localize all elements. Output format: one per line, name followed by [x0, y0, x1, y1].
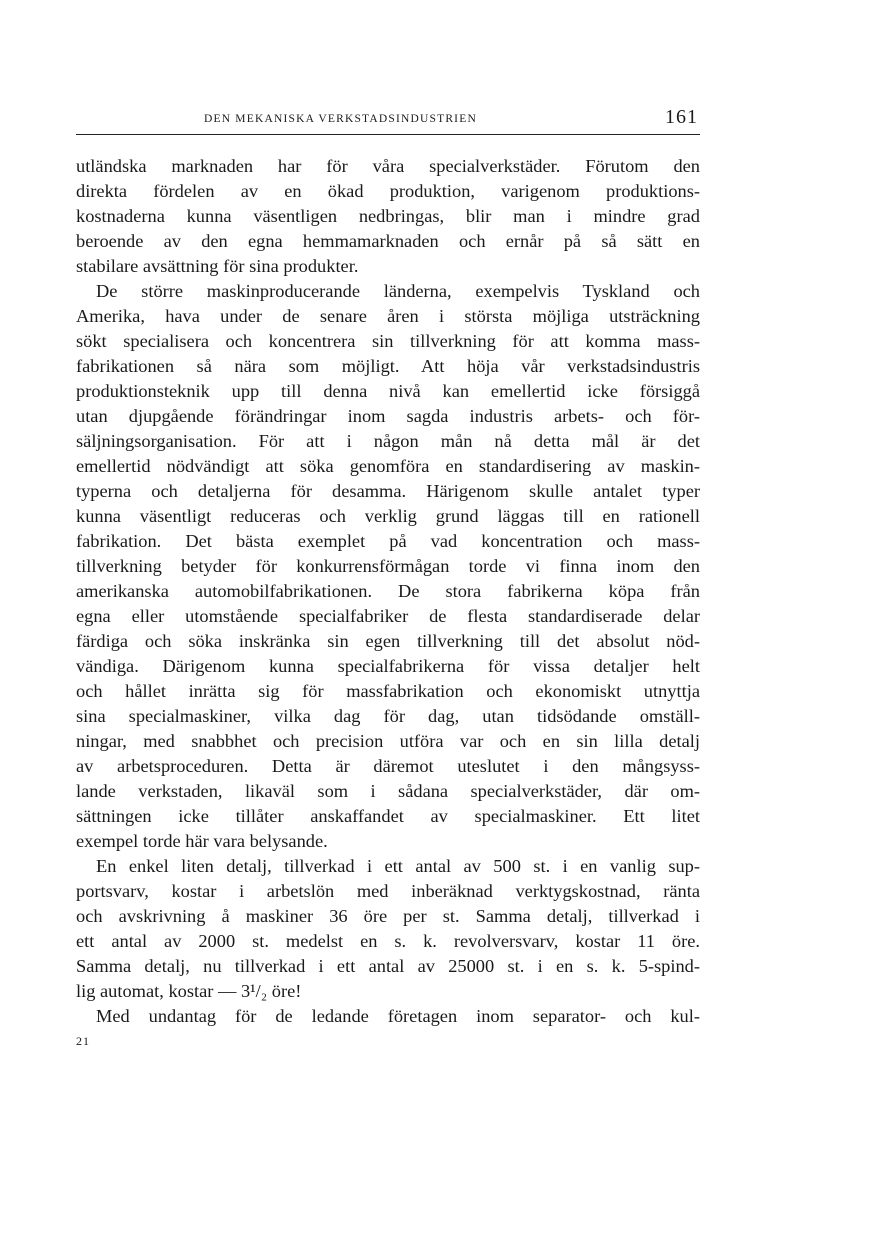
- text-line: stabilare avsättning för sina produkter.: [76, 256, 359, 276]
- text-line: direkta fördelen av en ökad produktion, varigenom produktions-: [76, 181, 700, 201]
- text-line: emellertid nödvändigt att söka genomföra en standardisering av maskin-: [76, 456, 700, 476]
- text-line: sökt specialisera och koncentrera sin tillverkning för att komma mass-: [76, 331, 700, 351]
- text-line: portsvarv, kostar i arbetslön med inberäknad verktygskostnad, ränta: [76, 881, 700, 901]
- text-line: Amerika, hava under de senare åren i största möjliga utsträckning: [76, 306, 700, 326]
- text-line: och hållet inrätta sig för massfabrikation och ekonomiskt utnyttja: [76, 681, 700, 701]
- text-line: Samma detalj, nu tillverkad i ett antal av 25000 st. i en s. k. 5-spind-: [76, 956, 700, 976]
- text-line: tillverkning betyder för konkurrensförmågan torde vi finna inom den: [76, 556, 700, 576]
- text-line: sina specialmaskiner, vilka dag för dag, utan tidsödande omställ-: [76, 706, 700, 726]
- text-line: kostnaderna kunna väsentligen nedbringas, blir man i mindre grad: [76, 206, 700, 226]
- text-line: beroende av den egna hemmamarknaden och ernår på så sätt en: [76, 231, 700, 251]
- text-line: fabrikationen så nära som möjligt. Att höja vår verkstadsindustris: [76, 356, 700, 376]
- text-line: vändiga. Därigenom kunna specialfabrikerna för vissa detaljer helt: [76, 656, 700, 676]
- page-number: 161: [665, 106, 698, 128]
- paragraph-start-line: De större maskinproducerande länderna, exempelvis Tyskland och: [96, 281, 700, 301]
- text-line: säljningsorganisation. För att i någon mån nå detta mål är det: [76, 431, 700, 451]
- running-head: DEN MEKANISKA VERKSTADSINDUSTRIEN: [204, 113, 477, 125]
- text-line: utan djupgående förändringar inom sagda industris arbets- och för-: [76, 406, 700, 426]
- body-text: [76, 154, 700, 1029]
- text-line: produktionsteknik upp till denna nivå kan emellertid icke försiggå: [76, 381, 700, 401]
- text-line: exempel torde här vara belysande.: [76, 831, 328, 851]
- text-line: egna eller utomstående specialfabriker de flesta standardiserade delar: [76, 606, 700, 626]
- paragraph-start-line: Med undantag för de ledande företagen inom separator- och kul-: [96, 1006, 700, 1026]
- text-line: sättningen icke tillåter anskaffandet av specialmaskiner. Ett litet: [76, 806, 700, 826]
- text-line: lande verkstaden, likaväl som i sådana specialverkstäder, där om-: [76, 781, 700, 801]
- text-line: ningar, med snabbhet och precision utföra var och en sin lilla detalj: [76, 731, 700, 751]
- text-line: kunna väsentligt reduceras och verklig grund läggas till en rationell: [76, 506, 700, 526]
- text-line: ett antal av 2000 st. medelst en s. k. revolversvarv, kostar 11 öre.: [76, 931, 700, 951]
- text-line: utländska marknaden har för våra specialverkstäder. Förutom den: [76, 156, 700, 176]
- text-line: av arbetsproceduren. Detta är däremot uteslutet i den mångsyss-: [76, 756, 700, 776]
- text-line: färdiga och söka inskränka sin egen tillverkning till det absolut nöd-: [76, 631, 700, 651]
- paragraph-start-line: En enkel liten detalj, tillverkad i ett antal av 500 st. i en vanlig sup-: [96, 856, 700, 876]
- text-line: lig automat, kostar — 3¹/₂ öre!: [76, 981, 302, 1001]
- text-line: typerna och detaljerna för desamma. Härigenom skulle antalet typer: [76, 481, 700, 501]
- text-line: amerikanska automobilfabrikationen. De stora fabrikerna köpa från: [76, 581, 700, 601]
- text-line: fabrikation. Det bästa exemplet på vad koncentration och mass-: [76, 531, 700, 551]
- page-header: [76, 104, 700, 135]
- signature-mark: 21: [76, 1034, 90, 1048]
- text-line: och avskrivning å maskiner 36 öre per st. Samma detalj, tillverkad i: [76, 906, 700, 926]
